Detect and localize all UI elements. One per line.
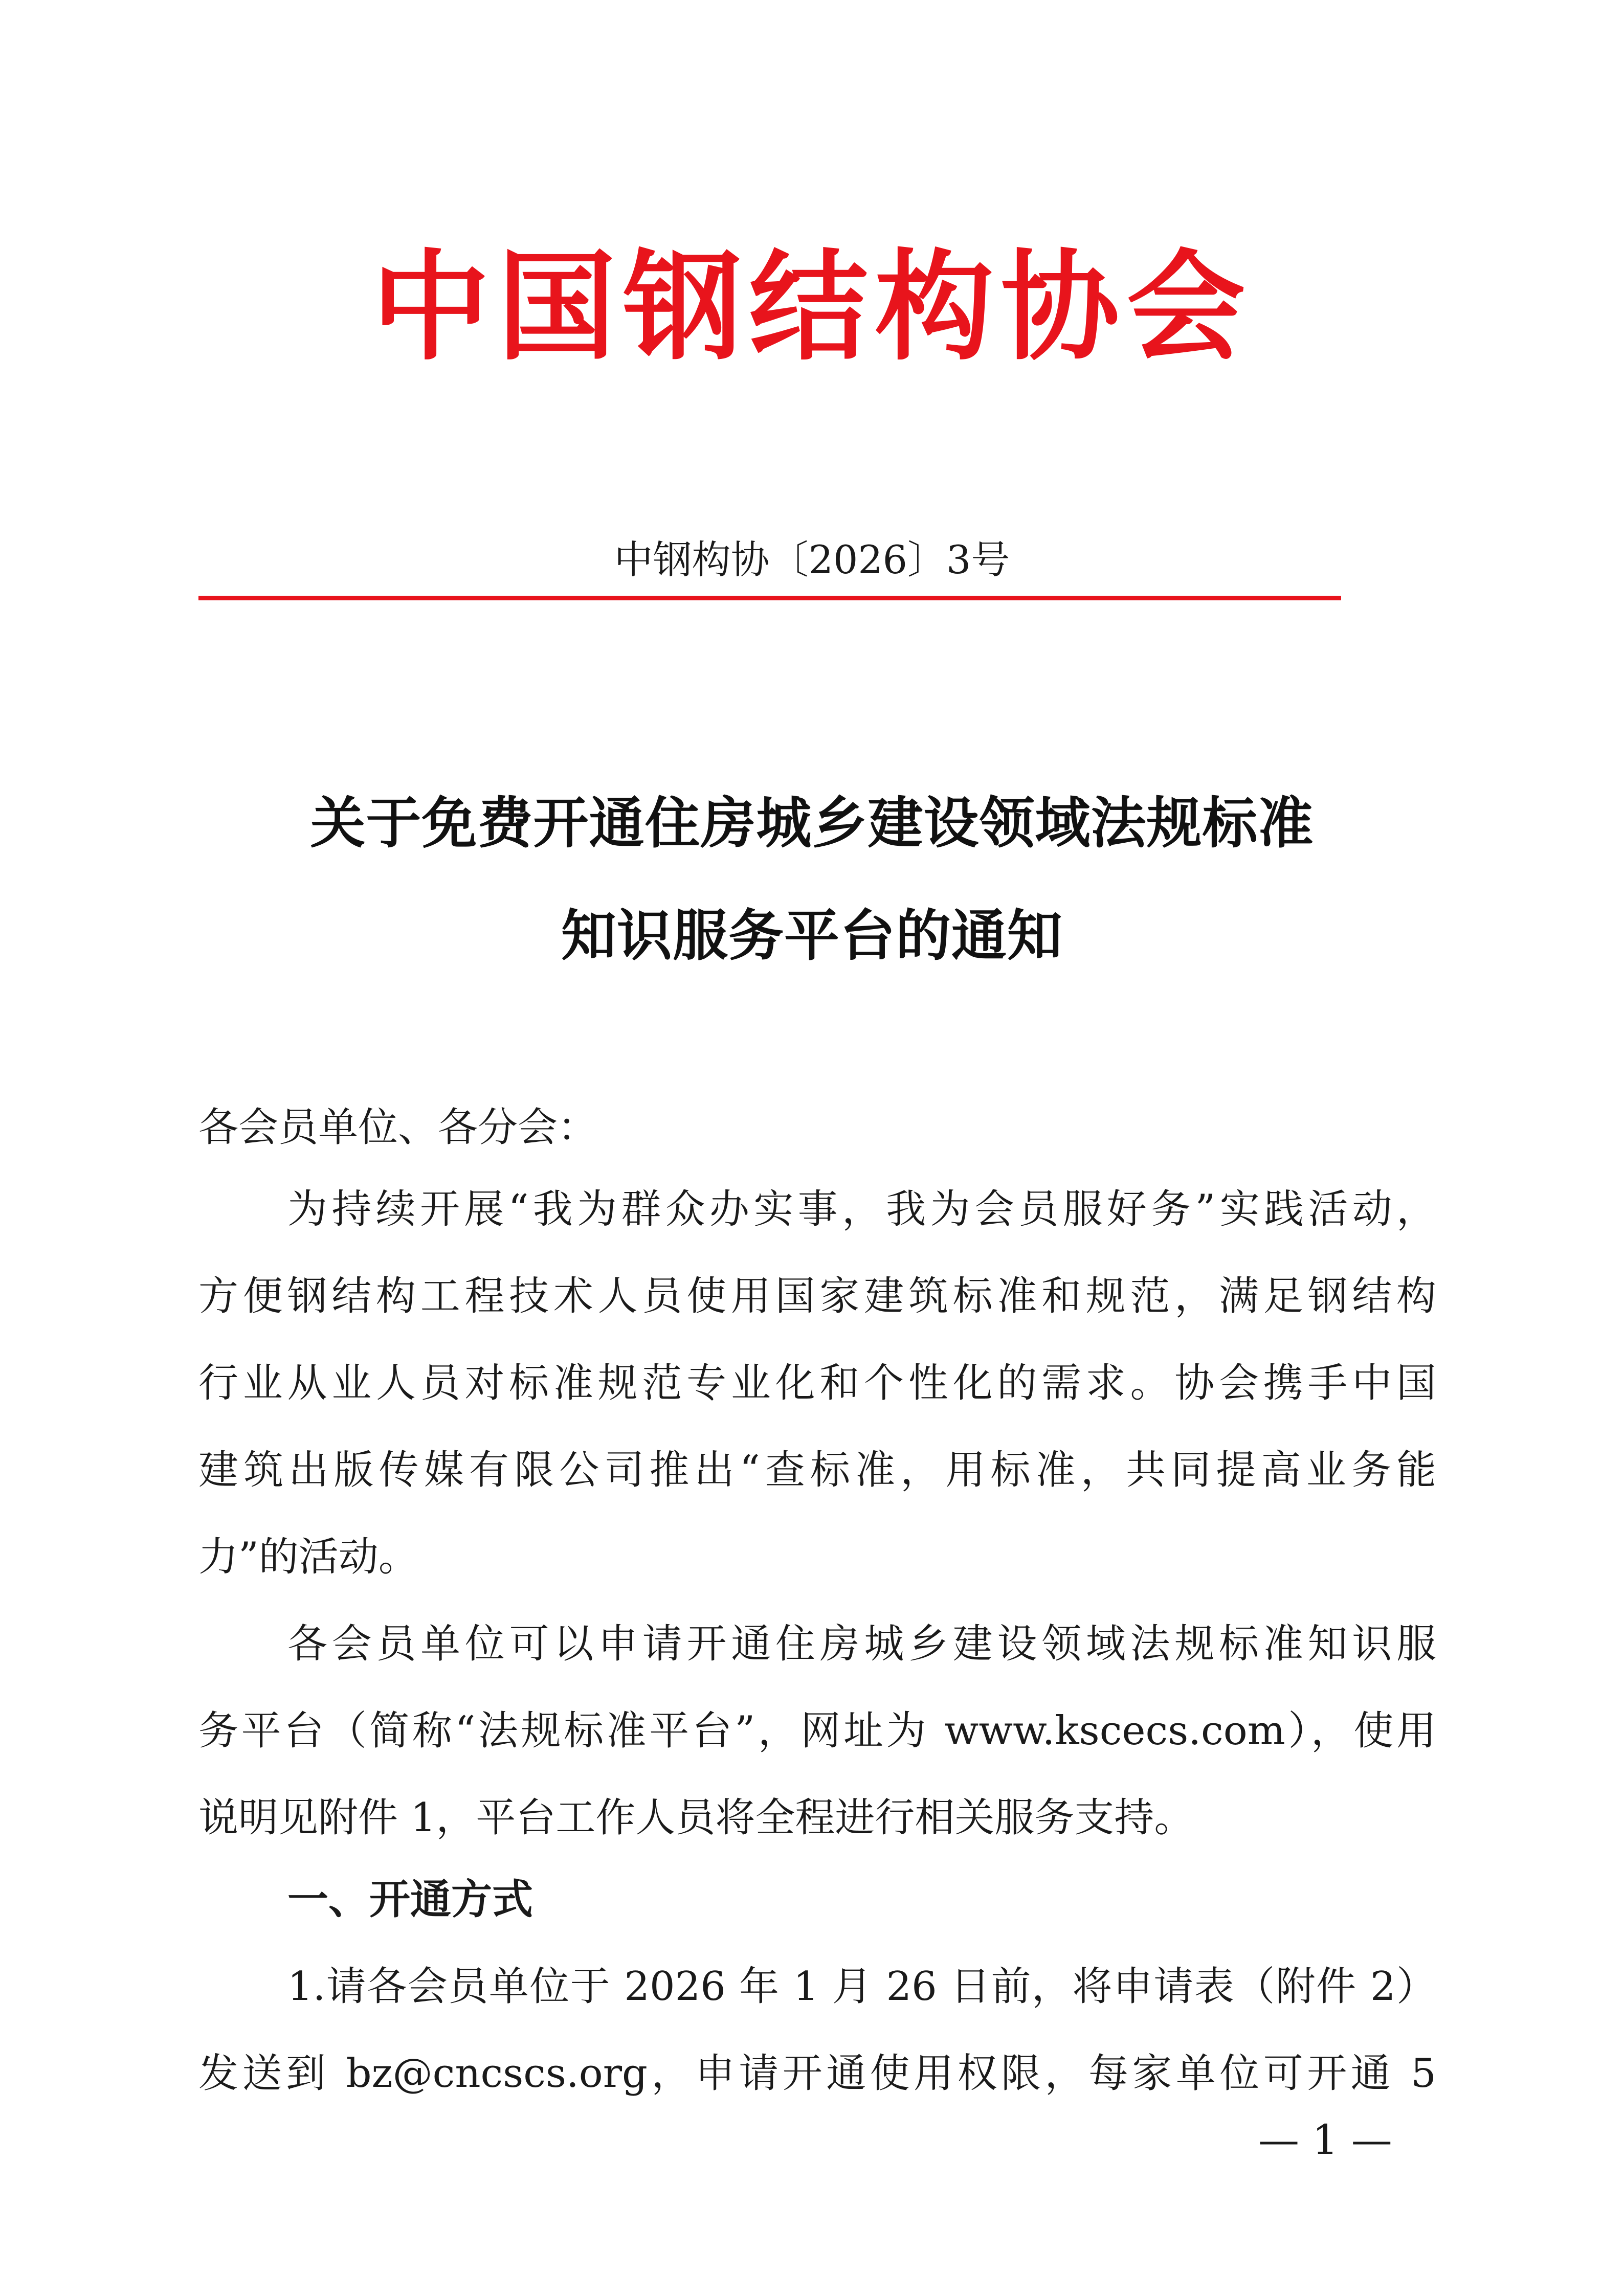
section-1-line-2: 发送到 bz@cncscs.org，申请开通使用权限，每家单位可开通 5 (198, 2051, 1436, 2097)
masthead-org-name: 中国钢结构协会 (371, 237, 1253, 376)
paragraph-1-line-5: 力”的活动。 (198, 1534, 418, 1580)
section-1-line-1: 1.请各会员单位于 2026 年 1 月 26 日前，将申请表（附件 2） (287, 1964, 1436, 2010)
paragraph-1-line-4: 建筑出版传媒有限公司推出“查标准，用标准，共同提高业务能 (198, 1447, 1436, 1493)
document-number: 中钢构协〔2026〕3号 (614, 537, 1010, 582)
paragraph-1-line-3: 行业从业人员对标准规范专业化和个性化的需求。协会携手中国 (198, 1360, 1436, 1406)
paragraph-1-line-1: 为持续开展“我为群众办实事，我为会员服好务”实践活动， (287, 1186, 1436, 1232)
document-title-line-2: 知识服务平台的通知 (561, 904, 1063, 968)
red-separator-line (198, 596, 1341, 600)
section-heading-activation-method: 一、开通方式 (287, 1876, 533, 1923)
document-title-line-1: 关于免费开通住房城乡建设领域法规标准 (310, 791, 1314, 856)
paragraph-2-line-3: 说明见附件 1，平台工作人员将全程进行相关服务支持。 (198, 1795, 1194, 1841)
paragraph-2-line-1: 各会员单位可以申请开通住房城乡建设领域法规标准知识服 (287, 1621, 1436, 1667)
paragraph-1-line-2: 方便钢结构工程技术人员使用国家建筑标准和规范，满足钢结构 (198, 1273, 1436, 1319)
page-number: — 1 — (1258, 2116, 1392, 2164)
paragraph-2-line-2: 务平台（简称“法规标准平台”，网址为 www.kscecs.com），使用 (198, 1708, 1436, 1754)
salutation: 各会员单位、各分会： (198, 1105, 598, 1151)
